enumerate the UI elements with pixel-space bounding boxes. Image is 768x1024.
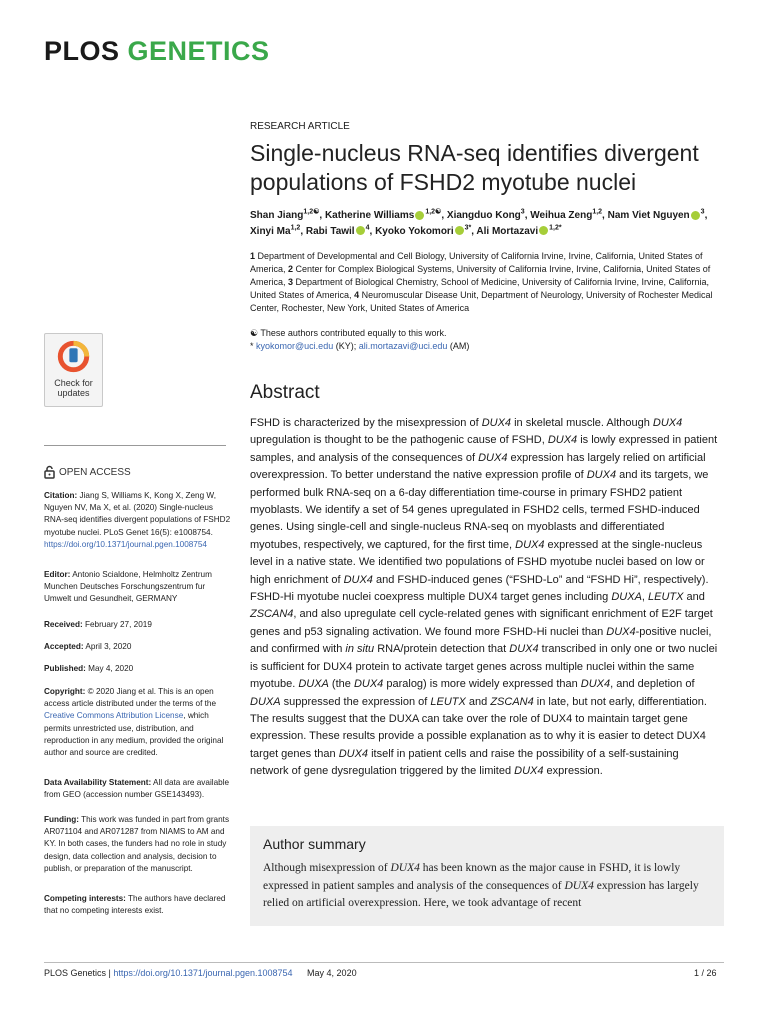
funding-block: [44, 814, 234, 875]
open-access-badge: [44, 465, 131, 479]
citation-doi-link[interactable]: https://doi.org/10.1371/journal.pgen.1008754: [44, 539, 207, 549]
author-affiliation-marker: 4: [365, 224, 370, 232]
author-notes: [250, 327, 725, 353]
article-title: Single-nucleus RNA-seq identifies divergent populations of FSHD2 myotube nuclei: [250, 140, 699, 195]
corresponding-authors: [250, 340, 725, 353]
orcid-icon[interactable]: [356, 226, 365, 235]
author-name: Nam Viet Nguyen: [607, 210, 690, 221]
page-footer: [44, 968, 357, 978]
author-name: Xiangduo Kong: [446, 210, 521, 221]
footer-journal: PLOS Genetics: [44, 968, 107, 978]
orcid-icon[interactable]: [539, 226, 548, 235]
published-block: [44, 663, 234, 675]
received-label: Received:: [44, 620, 83, 629]
competing-interests-text: The authors have declared that no competing interests exist.: [44, 894, 226, 916]
check-for-updates-label: Check for updates: [54, 378, 93, 398]
author-affiliation-marker: 1,2: [290, 224, 301, 232]
author-name: Xinyi Ma: [250, 225, 291, 237]
author-name: Shan Jiang: [250, 210, 304, 221]
corresponding-star: *: [250, 341, 254, 351]
data-availability-label: Data Availability Statement:: [44, 778, 152, 787]
journal-logo[interactable]: [44, 36, 270, 67]
affiliations: [250, 250, 725, 315]
funding-text: This work was funded in part from grants AR071104 and AR071287 from NIAMS to AM and KY. In both cases, the funders had no role in study design, data collection and analysis, decision to publish, or preparation of the manuscript.: [44, 815, 230, 873]
affiliation-text: Center for Complex Biological Systems, University of California Irvine, Irvine, California, United States of America,: [250, 264, 711, 287]
copyright-text-1: © 2020 Jiang et al. This is an open access article distributed under the terms of the: [44, 687, 217, 709]
published-date: May 4, 2020: [85, 664, 134, 673]
orcid-icon[interactable]: [691, 211, 700, 220]
copyright-text-2: , which permits unrestricted use, distribution, and reproduction in any medium, provided the original author and source are credited.: [44, 711, 224, 758]
affiliation-number: 1: [250, 251, 256, 261]
open-lock-icon: [44, 465, 55, 479]
competing-interests-label: Competing interests:: [44, 894, 126, 903]
author-list: Shan Jiang$^{1,2☯}$, Katherine Williams $^{1,2☯}$, Xiangduo Kong$^3$, Weihua Zeng$^{1,2}$, Nam Viet Nguyen $^3$, Xinyi Ma$^{1,2}$, Rabi Tawil $^4$, Kyoko Yokomori $^{3*}$, Ali Mortazavi $^{1,2*}$: [250, 208, 708, 237]
author-name: Kyoko Yokomori: [375, 225, 454, 237]
footer-doi-link[interactable]: https://doi.org/10.1371/journal.pgen.1008754: [113, 968, 293, 978]
copyright-block: [44, 686, 234, 759]
author-affiliation-marker: 1,2: [592, 208, 603, 216]
email-link-kyokomori[interactable]: kyokomor@uci.edu: [256, 341, 334, 351]
open-access-label: OPEN ACCESS: [59, 466, 131, 478]
editor-block: [44, 569, 234, 606]
orcid-icon[interactable]: [415, 211, 424, 220]
abstract-heading: Abstract: [250, 382, 320, 403]
citation-block: [44, 490, 234, 551]
footer-date: May 4, 2020: [307, 968, 357, 978]
author-affiliation-marker: 1,2☯: [425, 208, 442, 216]
published-label: Published:: [44, 664, 86, 673]
author-affiliation-marker: 1,2*: [549, 224, 562, 232]
citation-label: Citation:: [44, 491, 78, 500]
affiliation-number: 2: [288, 264, 294, 274]
affiliation-text: Department of Developmental and Cell Biology, University of California Irvine, Irvine, California, United States of America,: [250, 251, 703, 274]
abstract-body: FSHD is characterized by the misexpression of DUX4 in skeletal muscle. Although DUX4 upregulation is thought to be the pathogenic cause of FSHD, DUX4 is lowly expressed in patient samples, and analysis of the consequences of DUX4 expression has largely relied on artificial overexpression. To better understand the native expression profile of DUX4 and its targets, we performed bulk RNA-seq on a 6-day differentiation time-course in primary FSHD2 patient myoblasts. We identify a set of 54 genes upregulated in FSHD2 cells, termed FSHD-induced genes. Using single-cell and single-nucleus RNA-seq on myoblasts and differentiated myotubes, respectively, we captured, for the first time, DUX4 expressed at the single-nucleus level in a native state. We identified two populations of FSHD myotube nuclei based on low or high enrichment of DUX4 and FSHD-induced genes (“FSHD-Lo” and “FSHD Hi”, respectively). FSHD-Hi myotube nuclei coexpress multiple DUX4 target genes including DUXA, LEUTX and ZSCAN4, and also upregulate cell cycle-related genes with significant enrichment of E2F target genes and p53 signaling activation. We found more FSHD-Hi nuclei than DUX4-positive nuclei, and confirmed with in situ RNA/protein detection that DUX4 transcribed in only one or two nuclei is sufficient for DUX4 protein to activate target genes across multiple nuclei within the same myotube. DUXA (the DUX4 paralog) is more widely expressed than DUX4, and depletion of DUXA suppressed the expression of LEUTX and ZSCAN4 in late, but not early, differentiation. The results suggest that the DUXA can take over the role of DUX4 to maintain target gene expression. These results provide a possible explanation as to why it is easier to detect DUX4 target genes than DUX4 itself in patient cells and raise the possibility of a self-sustaining network of gene dysregulation triggered by the limited DUX4 expression.: [250, 417, 718, 778]
competing-interests-block: [44, 893, 234, 917]
check-for-updates-badge[interactable]: [44, 333, 103, 407]
logo-plos: PLOS: [44, 36, 120, 66]
received-block: [44, 619, 234, 631]
author-name: Katherine Williams: [324, 210, 415, 221]
author-name: Ali Mortazavi: [476, 225, 539, 237]
citation-text: Jiang S, Williams K, Kong X, Zeng W, Nguyen NV, Ma X, et al. (2020) Single-nucleus RNA-seq identifies divergent populations of FSHD2 myotube nuclei. PLoS Genet 16(5): e1008754.: [44, 491, 231, 537]
equal-contribution-note: ☯ These authors contributed equally to this work.: [250, 328, 447, 338]
funding-label: Funding:: [44, 815, 80, 824]
affiliation-text: Department of Biological Chemistry, School of Medicine, University of California Irvine, Irvine, California, United States of America,: [250, 277, 710, 300]
license-link[interactable]: Creative Commons Attribution License: [44, 711, 184, 721]
corr-label-am: (AM): [447, 341, 470, 351]
orcid-icon[interactable]: [455, 226, 464, 235]
page-number: 1 / 26: [694, 968, 717, 978]
author-affiliation-marker: 3*: [464, 224, 472, 232]
author-summary-heading: Author summary: [263, 836, 366, 852]
accepted-block: [44, 641, 234, 653]
corr-label-ky: (KY);: [333, 341, 359, 351]
editor-text: Antonio Scialdone, Helmholtz Zentrum Munchen Deutsches Forschungszentrum fur Umwelt und Gesundheit, GERMANY: [44, 570, 212, 604]
affiliation-text: Neuromuscular Disease Unit, Department of Neurology, University of Rochester Medical Center, Rochester, New York, United States of America: [250, 290, 713, 313]
accepted-date: April 3, 2020: [83, 642, 132, 651]
affiliation-number: 4: [354, 290, 360, 300]
author-affiliation-marker: 3: [520, 208, 525, 216]
author-affiliation-marker: 1,2☯: [303, 208, 320, 216]
footer-divider: [44, 962, 724, 963]
logo-genetics: GENETICS: [127, 36, 270, 66]
check-for-updates-icon: [57, 340, 90, 373]
accepted-label: Accepted:: [44, 642, 84, 651]
author-name: Weihua Zeng: [530, 210, 593, 221]
author-affiliation-marker: 3: [700, 208, 705, 216]
data-availability-text: All data are available from GEO (accession number GSE143493).: [44, 778, 230, 800]
article-type: RESEARCH ARTICLE: [250, 121, 350, 132]
author-summary-text: Although misexpression of DUX4 has been known as the major cause in FSHD, it is lowly expressed in patient samples and analysis of the consequences of DUX4 expression has largely relied on artificial overexpression. Here, we took advantage of recent: [263, 862, 699, 909]
author-name: Rabi Tawil: [305, 225, 355, 237]
received-date: February 27, 2019: [82, 620, 152, 629]
email-link-mortazavi[interactable]: ali.mortazavi@uci.edu: [358, 341, 448, 351]
sidebar-divider: [44, 445, 226, 446]
affiliation-number: 3: [288, 277, 294, 287]
data-availability-block: [44, 777, 234, 801]
copyright-label: Copyright:: [44, 687, 86, 696]
editor-label: Editor:: [44, 570, 71, 579]
footer-separator: |: [106, 968, 114, 978]
